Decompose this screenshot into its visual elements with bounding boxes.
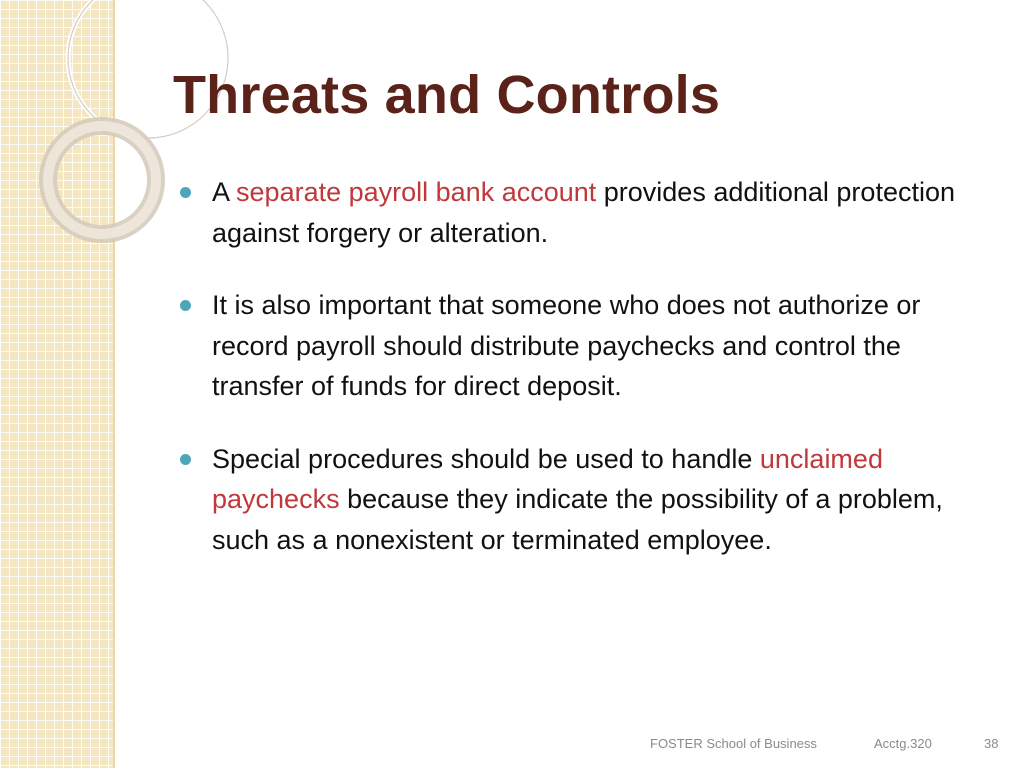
bullet-dot-icon [180,300,191,311]
bullet-item [180,172,970,253]
decorative-rings-icon [0,0,200,300]
footer-course: Acctg.320 [874,736,932,751]
bullet-text: It is also important that someone who does not authorize or record payroll should distribute paychecks and control the transfer of funds for direct deposit. [212,290,921,401]
bullet-dot-icon [180,454,191,465]
footer-page-number: 38 [984,736,999,751]
slide-title: Threats and Controls [173,65,721,125]
footer-school: FOSTER School of Business [650,736,817,751]
bullet-dot-icon [180,187,191,198]
bullet-text: A [212,177,237,207]
highlighted-term: unclaimed paychecks [212,443,883,514]
highlighted-term: separate payroll bank account [236,177,597,207]
bullet-item [180,439,970,561]
bullet-item [180,285,970,407]
bullet-text: because they indicate the possibility of a problem, such as a nonexistent or terminated employee. [212,484,943,555]
bullet-text: provides additional protection against forgery or alteration. [212,177,955,248]
bullet-list [180,172,970,592]
bullet-text: Special procedures should be used to handle [212,443,760,474]
